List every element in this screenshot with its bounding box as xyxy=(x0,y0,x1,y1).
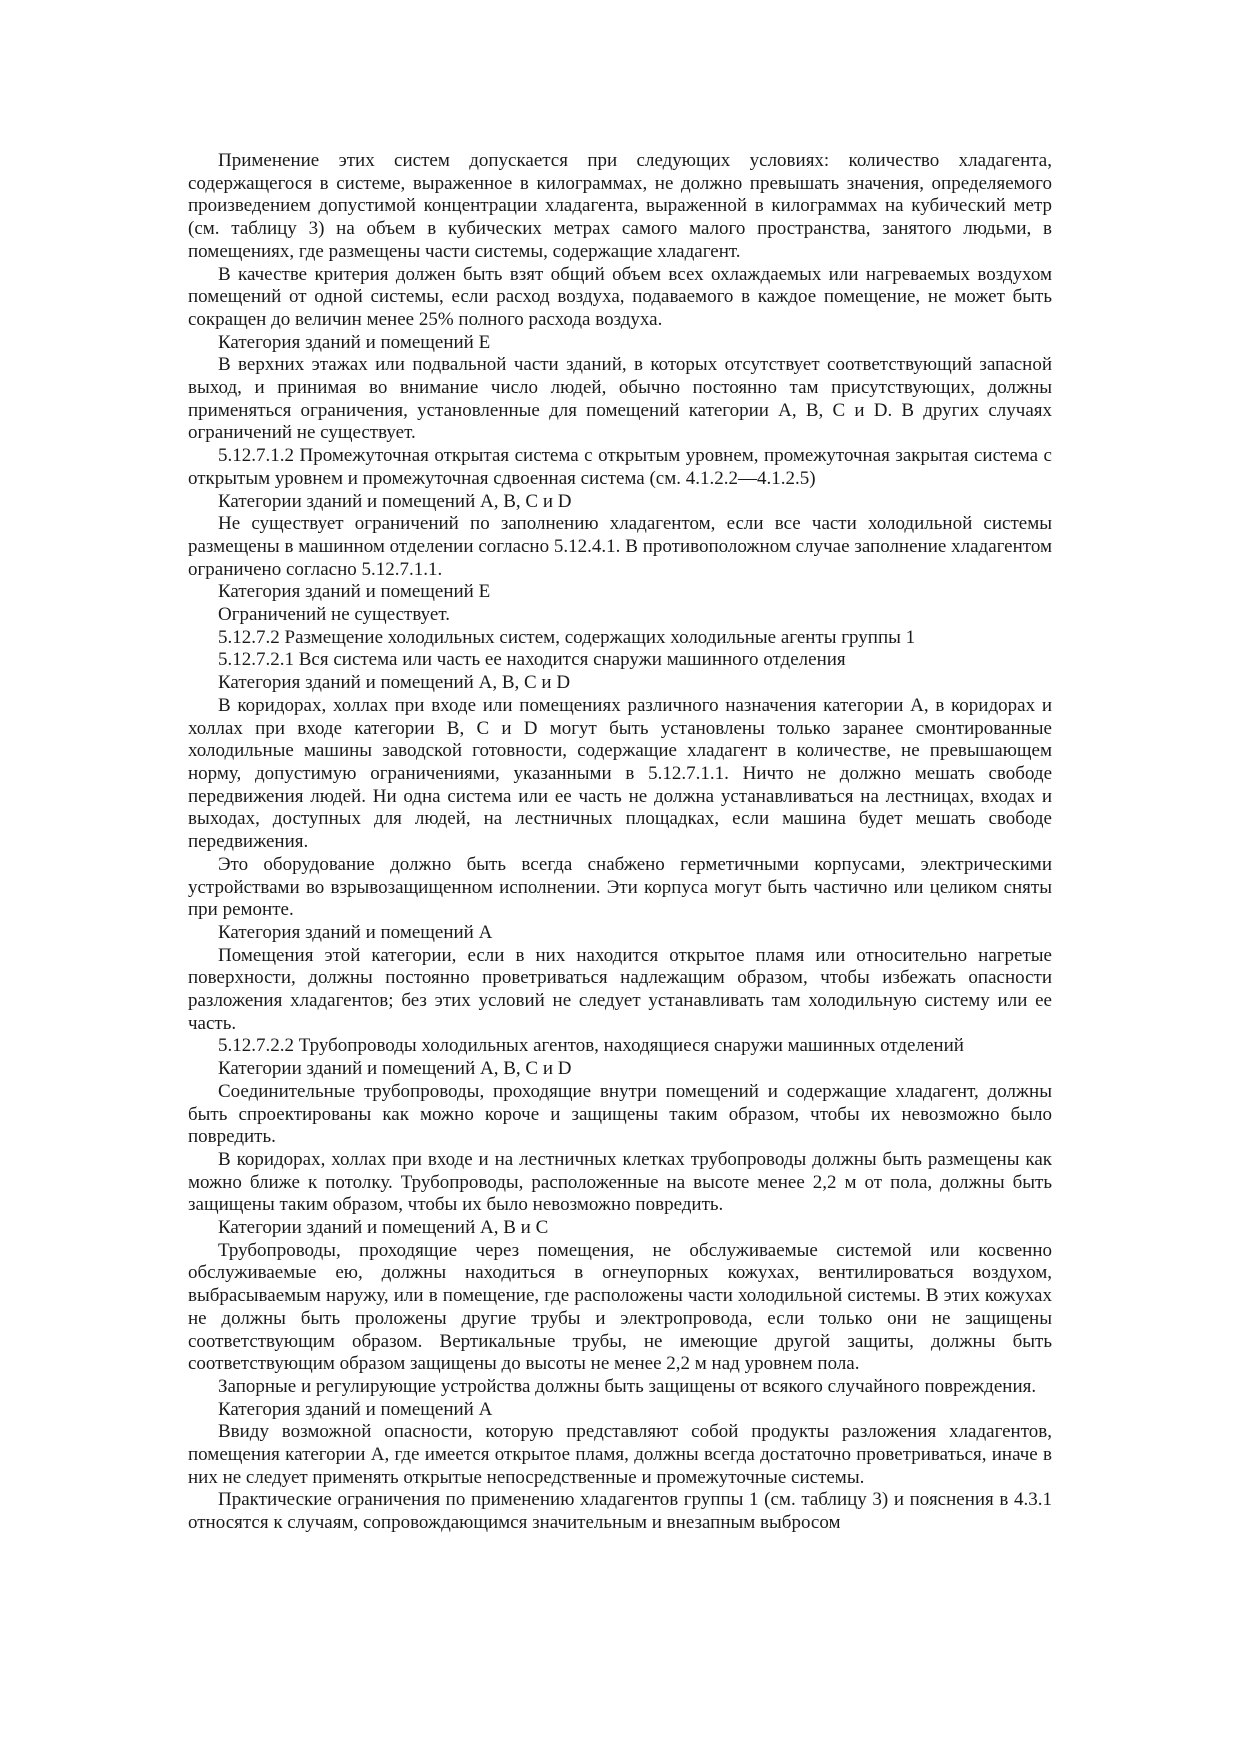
section-heading: Категории зданий и помещений А, В и С xyxy=(218,1217,549,1239)
paragraph: 5.12.7.1.2 Промежуточная открытая система с открытым уровнем, промежуточная закрытая система с открытым уровнем и промежуточная сдвоенная система (см. 4.1.2.2—4.1.2.5) xyxy=(188,445,1052,489)
paragraph: Трубопроводы, проходящие через помещения, не обслуживаемые системой или косвенно обслуживаемые ею, должны находиться в огнеупорных кожухах, вентилироваться воздухом, выбрасываемым наружу, или в помещение, где расположены части холодильной системы. В этих кожухах не должны быть проложены другие трубы и электропровода, если только они не защищены соответствующим образом. Вертикальные трубы, не имеющие другой защиты, должны быть соответствующим образом защищены до высоты не менее 2,2 м над уровнем пола. xyxy=(188,1239,1052,1375)
section-heading: Категории зданий и помещений А, В, С и D xyxy=(218,1058,572,1080)
paragraph: Это оборудование должно быть всегда снабжено герметичными корпусами, электрическими устройствами во взрывозащищенном исполнении. Эти корпуса могут быть частично или целиком сняты при ремонте. xyxy=(188,853,1052,921)
paragraph: Ограничений не существует. xyxy=(218,604,450,626)
paragraph: В качестве критерия должен быть взят общий объем всех охлаждаемых или нагреваемых воздухом помещений от одной системы, если расход воздуха, подаваемого в каждое помещение, не может быть сокращен до величин менее 25% полного расхода воздуха. xyxy=(188,263,1052,330)
paragraph: В коридорах, холлах при входе или помещениях различного назначения категории А, в коридорах и холлах при входе категории В, С и D могут быть установлены только заранее смонтированные холодильные машины заводской готовности, содержащие хладагент в количестве, не превышающем норму, допустимую ограничениями, указанными в 5.12.7.1.1. Ничто не должно мешать свободе передвижения людей. Ни одна система или ее часть не должна устанавливаться на лестницах, входах и выходах, доступных для людей, на лестничных площадках, если машина будет мешать свободе передвижения. xyxy=(188,694,1052,853)
section-heading: Категория зданий и помещений Е xyxy=(218,331,491,353)
section-heading: Категория зданий и помещений А xyxy=(218,1398,493,1420)
section-heading: 5.12.7.2.2 Трубопроводы холодильных агентов, находящиеся снаружи машинных отделений xyxy=(218,1035,964,1057)
paragraph: Практические ограничения по применению хладагентов группы 1 (см. таблицу 3) и пояснения в 4.3.1 относятся к случаям, сопровождающимся значительным и внезапным выбросом xyxy=(188,1489,1052,1534)
paragraph: Соединительные трубопроводы, проходящие внутри помещений и содержащие хладагент, должны быть спроектированы как можно короче и защищены таким образом, чтобы их невозможно было повредить. xyxy=(188,1080,1052,1148)
section-heading: Категория зданий и помещений А xyxy=(218,921,493,943)
paragraph: Ввиду возможной опасности, которую представляют собой продукты разложения хладагентов, помещения категории А, где имеется открытое пламя, должны всегда достаточно проветриваться, иначе в них не следует применять открытые непосредственные и промежуточные системы. xyxy=(188,1421,1052,1488)
section-heading: Категория зданий и помещений А, В, С и D xyxy=(218,672,571,694)
paragraph: Помещения этой категории, если в них находится открытое пламя или относительно нагретые поверхности, должны постоянно проветриваться надлежащим образом, чтобы избежать опасности разложения хладагентов; без этих условий не следует устанавливать там холодильную систему или ее часть. xyxy=(188,944,1052,1034)
paragraph: В верхних этажах или подвальной части зданий, в которых отсутствует соответствующий запасной выход, и принимая во внимание число людей, обычно постоянно там присутствующих, должны применяться ограничения, установленные для помещений категории А, В, С и D. В других случаях ограничений не существует. xyxy=(188,354,1052,444)
section-heading: 5.12.7.2 Размещение холодильных систем, содержащих холодильные агенты группы 1 xyxy=(218,626,916,648)
section-heading: 5.12.7.2.1 Вся система или часть ее находится снаружи машинного отделения xyxy=(218,649,846,671)
section-heading: Категории зданий и помещений А, В, С и D xyxy=(218,490,572,512)
paragraph: В коридорах, холлах при входе и на лестничных клетках трубопроводы должны быть размещены как можно ближе к потолку. Трубопроводы, расположенные на высоте менее 2,2 м от пола, должны быть защищены таким образом, чтобы их было невозможно повредить. xyxy=(188,1148,1052,1216)
document-page xyxy=(188,150,1052,1535)
section-heading: Категория зданий и помещений Е xyxy=(218,581,491,603)
paragraph: Применение этих систем допускается при следующих условиях: количество хладагента, содержащегося в системе, выраженное в килограммах, не должно превышать значения, определяемого произведением допустимой концентрации хладагента, выраженной в килограммах на кубический метр (см. таблицу 3) на объем в кубических метрах самого малого пространства, занятого людьми, в помещениях, где размещены части системы, содержащие хладагент. xyxy=(188,150,1052,262)
paragraph: Не существует ограничений по заполнению хладагентом, если все части холодильной системы размещены в машинном отделении согласно 5.12.4.1. В противоположном случае заполнение хладагентом ограничено согласно 5.12.7.1.1. xyxy=(188,513,1052,580)
paragraph: Запорные и регулирующие устройства должны быть защищены от всякого случайного повреждения. xyxy=(218,1375,1037,1397)
